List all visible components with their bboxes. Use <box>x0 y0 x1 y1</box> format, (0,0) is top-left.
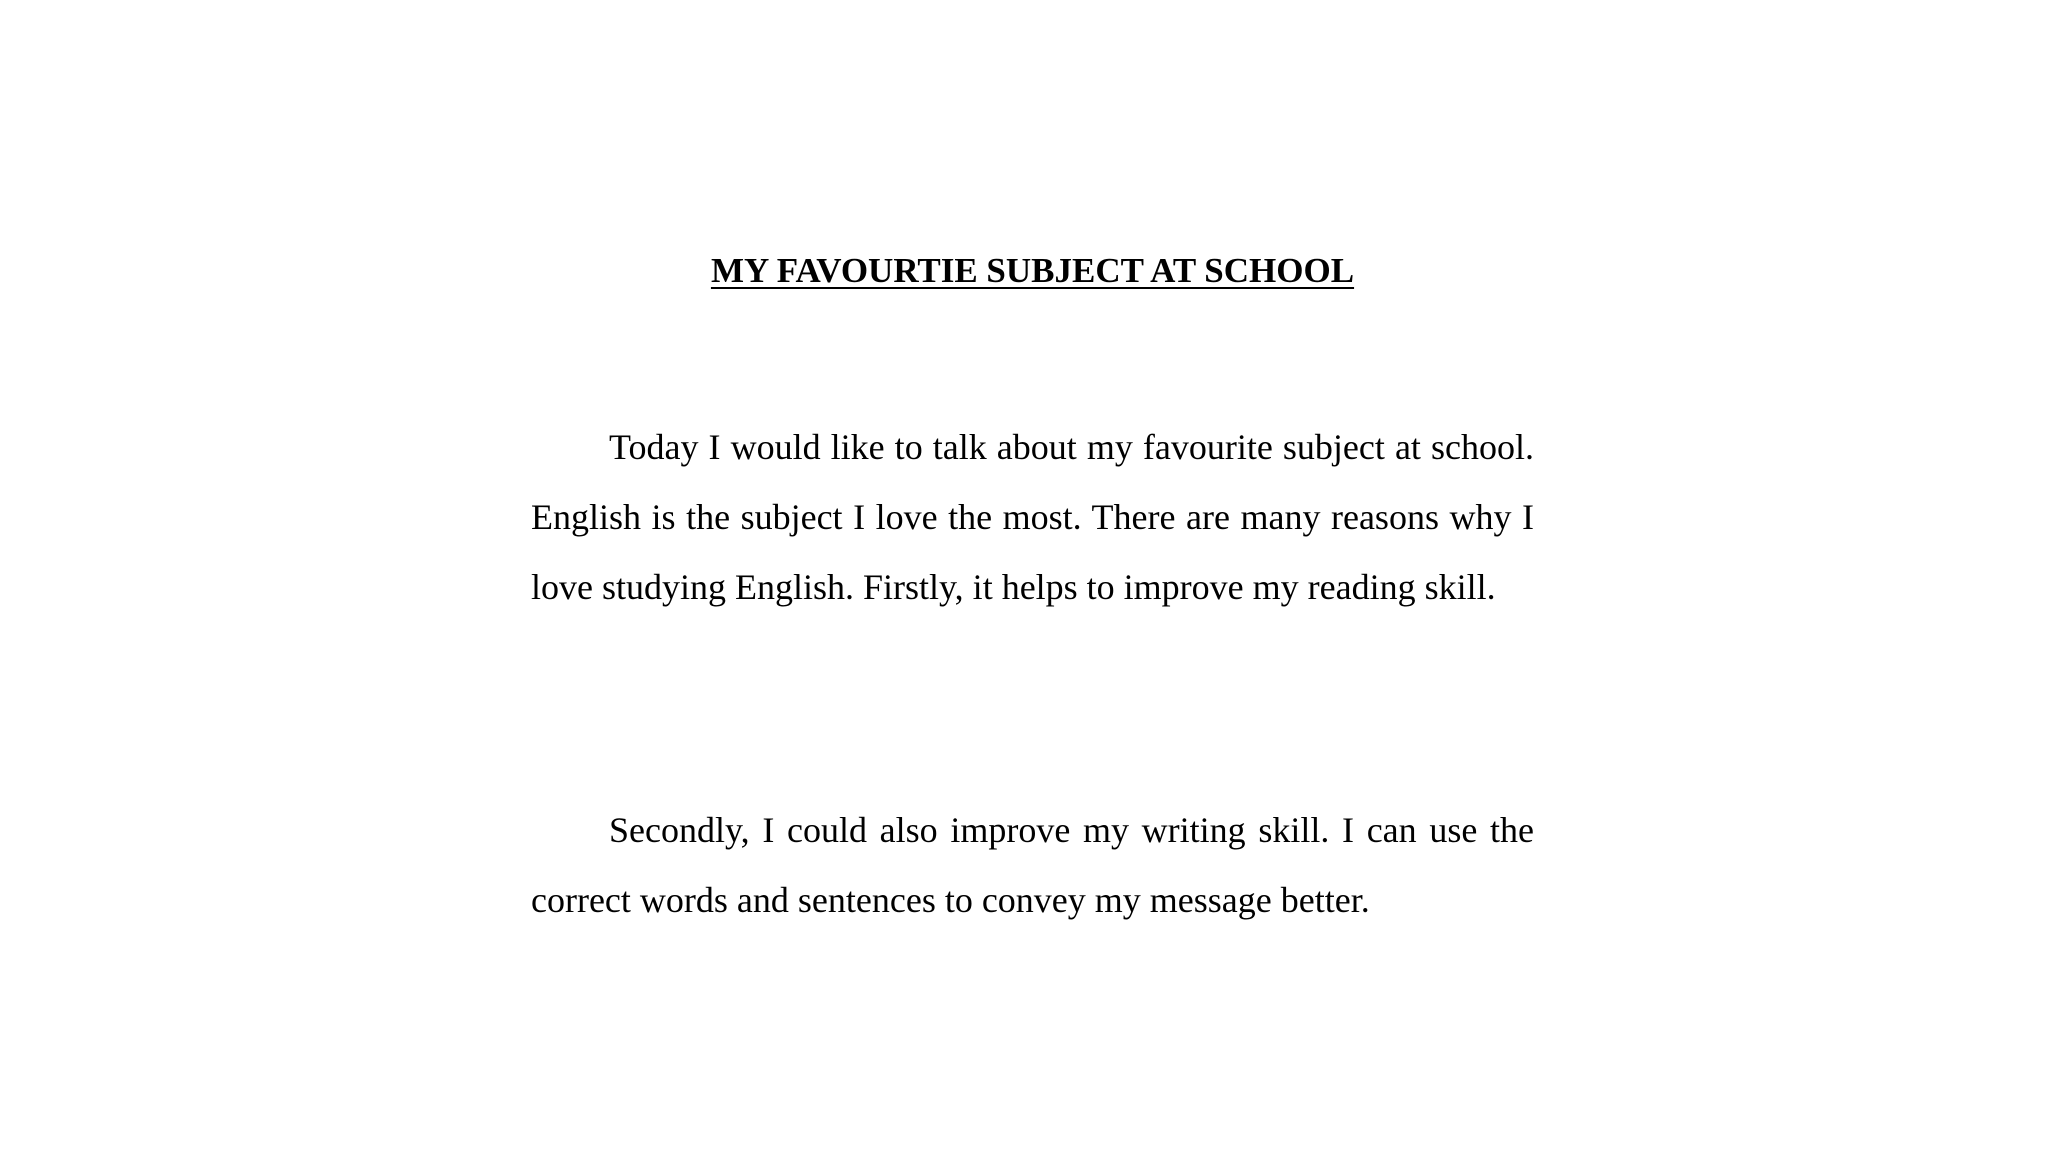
paragraph-2: Secondly, I could also improve my writing skill. I can use the correct words and sentences to convey my message better. <box>531 810 1534 920</box>
document-title: MY FAVOURTIE SUBJECT AT SCHOOL <box>710 251 1355 290</box>
paragraph-1: Today I would like to talk about my favourite subject at school. English is the subject I love the most. There are many reasons why I love studying English. Firstly, it helps to improve my reading skill. <box>531 427 1534 607</box>
